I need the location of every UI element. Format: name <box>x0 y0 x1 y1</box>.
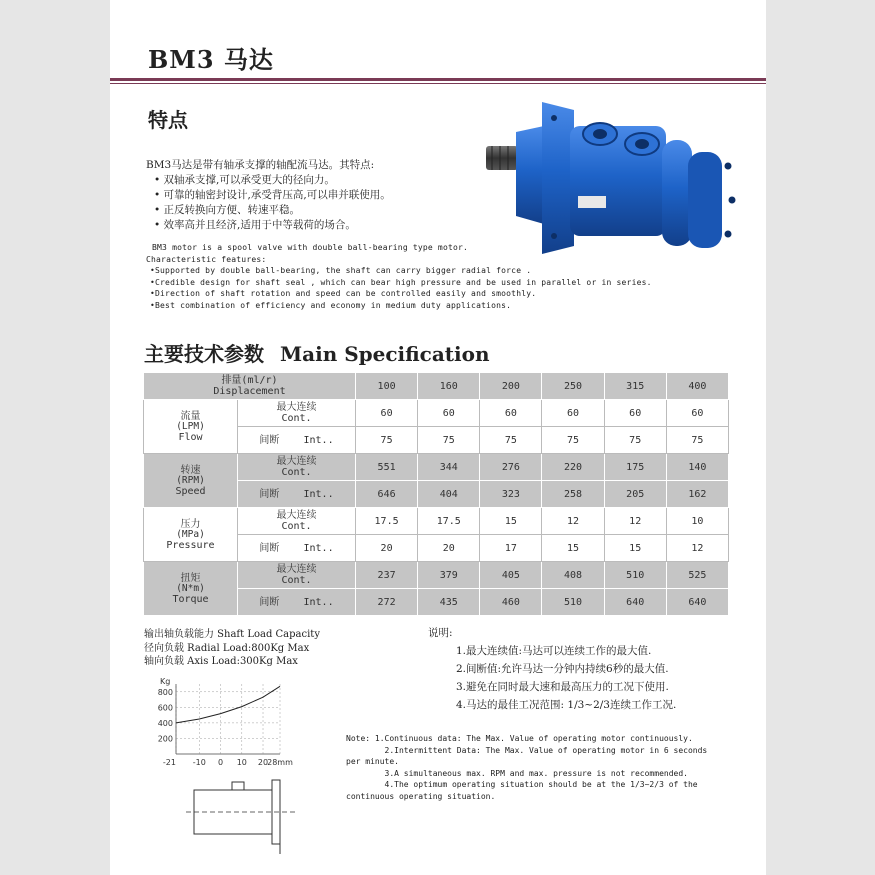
notes-en-line: 3.A simultaneous max. RPM and max. pressure is not recommended. <box>346 768 688 778</box>
group-label-en: Flow <box>178 431 203 443</box>
title-rule-thick <box>110 78 766 81</box>
shaft-load-title: 输出轴负载能力 Shaft Load Capacity <box>144 629 320 640</box>
table-cell: 20 <box>418 535 480 562</box>
table-cell: 75 <box>418 427 480 454</box>
features-heading: 特点 <box>148 108 188 132</box>
table-cell: 75 <box>604 427 666 454</box>
cont-label <box>238 508 356 535</box>
int-label-en: Int.. <box>303 434 334 446</box>
group-label-unit: (RPM) <box>176 474 205 486</box>
int-label-cn: 间断 <box>259 542 280 554</box>
chart-grid <box>176 684 280 754</box>
notes-en-line: Note: 1.Continuous data: The Max. Value of operating motor continuously. <box>346 734 693 743</box>
table-cell: 160 <box>418 373 480 400</box>
shaft-load-info <box>144 628 320 669</box>
notes-cn-item: 2.间断值:允许马达一分钟内持续6秒的最大值. <box>456 663 669 675</box>
table-cell: 10 <box>666 508 728 535</box>
table-row <box>144 400 729 427</box>
table-cell: 140 <box>666 454 728 481</box>
table-cell: 12 <box>542 508 604 535</box>
int-label-cn: 间断 <box>259 488 280 500</box>
notes-en-line: 2.Intermittent Data: The Max. Value of operating motor in 6 seconds <box>346 745 708 755</box>
cont-label-en: Cont. <box>281 521 312 532</box>
chart-x-tick-label: 0 <box>218 758 224 767</box>
table-cell: 60 <box>542 400 604 427</box>
table-cell: 408 <box>542 562 604 589</box>
cont-label-en: Cont. <box>281 575 312 586</box>
int-label-en: Int.. <box>303 488 334 500</box>
chart-ylabel: Kg <box>160 677 171 686</box>
table-cell: 510 <box>604 562 666 589</box>
notes-cn-title: 说明: <box>428 627 453 639</box>
table-cell: 272 <box>356 589 418 616</box>
table-cell: 17.5 <box>356 508 418 535</box>
table-cell: 12 <box>666 535 728 562</box>
cont-label-cn: 最大连续 <box>276 402 317 413</box>
chart-x-tick-label: -10 <box>192 758 206 767</box>
table-row <box>144 508 729 535</box>
table-cell: 551 <box>356 454 418 481</box>
table-cell: 75 <box>542 427 604 454</box>
table-cell: 237 <box>356 562 418 589</box>
int-label <box>238 427 356 454</box>
table-cell: 323 <box>480 481 542 508</box>
table-cell: 276 <box>480 454 542 481</box>
features-cn <box>146 158 391 233</box>
int-label-en: Int.. <box>303 542 334 554</box>
notes-cn-item: 1.最大连续值:马达可以连续工作的最大值. <box>456 645 652 657</box>
table-cell: 15 <box>542 535 604 562</box>
features-en-item: •Direction of shaft rotation and speed can be controlled easily and smoothly. <box>150 289 537 298</box>
chart-x-tick-label: 20 <box>257 758 269 767</box>
cont-label-cn: 最大连续 <box>276 510 317 521</box>
spec-table <box>143 372 729 616</box>
table-cell: 12 <box>604 508 666 535</box>
shaft-drawing <box>186 776 306 856</box>
table-cell: 17.5 <box>418 508 480 535</box>
group-label-flow <box>144 400 238 454</box>
table-cell: 205 <box>604 481 666 508</box>
table-cell: 640 <box>604 589 666 616</box>
int-label-cn: 间断 <box>259 596 280 608</box>
table-cell: 60 <box>480 400 542 427</box>
table-cell: 344 <box>418 454 480 481</box>
table-cell: 17 <box>480 535 542 562</box>
table-cell: 15 <box>604 535 666 562</box>
page-title: BM3 马达 <box>148 45 274 74</box>
chart-x-tick-label: -21 <box>162 758 176 767</box>
displacement-label <box>144 373 356 400</box>
int-label-cn: 间断 <box>259 434 280 446</box>
features-en-intro: BM3 motor is a spool valve with double ball-bearing type motor. <box>152 243 469 252</box>
cont-label <box>238 562 356 589</box>
table-cell: 405 <box>480 562 542 589</box>
features-en-item: •Best combination of efficiency and economy in medium duty applications. <box>150 300 512 310</box>
table-row <box>144 373 729 400</box>
group-label-cn: 压力 <box>180 518 201 530</box>
displacement-label-en: Displacement <box>213 386 286 397</box>
cont-label <box>238 400 356 427</box>
table-cell: 510 <box>542 589 604 616</box>
cont-label-cn: 最大连续 <box>276 456 317 467</box>
table-cell: 60 <box>418 400 480 427</box>
cont-label-en: Cont. <box>281 413 312 424</box>
table-cell: 200 <box>480 373 542 400</box>
chart-x-tick-label: 28mm <box>267 758 293 767</box>
chart-x-tick-label: 10 <box>236 758 247 767</box>
group-label-speed <box>144 454 238 508</box>
spec-heading-cn: 主要技术参数 <box>144 342 264 366</box>
radial-load: 径向负载 Radial Load:800Kg Max <box>144 642 310 654</box>
notes-en-line: 4.The optimum operating situation should be at the 1/3~2/3 of the <box>346 780 698 789</box>
table-cell: 525 <box>666 562 728 589</box>
int-label <box>238 589 356 616</box>
group-label-pressure <box>144 508 238 562</box>
features-cn-item: • 正反转换向方便、转速平稳。 <box>154 204 301 216</box>
chart-x-ticks <box>163 758 293 767</box>
group-label-unit: (MPa) <box>176 528 205 540</box>
chart-y-tick-label: 400 <box>157 718 173 728</box>
catalog-page <box>110 0 766 875</box>
notes-cn <box>428 624 676 714</box>
features-cn-item: • 效率高并且经济,适用于中等载荷的场合。 <box>154 219 356 231</box>
notes-cn-item: 4.马达的最佳工况范围: 1/3~2/3连续工作工况. <box>456 699 677 711</box>
features-en-heading: Characteristic features: <box>146 254 267 264</box>
group-label-en: Torque <box>172 593 209 605</box>
int-label <box>238 535 356 562</box>
table-row <box>144 454 729 481</box>
int-label-en: Int.. <box>303 596 334 608</box>
features-en-item: •Supported by double ball-bearing, the shaft can carry bigger radial force . <box>150 266 532 275</box>
group-label-unit: (N*m) <box>176 582 205 594</box>
table-cell: 460 <box>480 589 542 616</box>
table-cell: 60 <box>356 400 418 427</box>
table-cell: 75 <box>666 427 728 454</box>
table-cell: 220 <box>542 454 604 481</box>
table-cell: 20 <box>356 535 418 562</box>
table-row <box>144 562 729 589</box>
group-label-cn: 转速 <box>180 464 201 476</box>
load-chart <box>144 674 314 774</box>
notes-cn-item: 3.避免在同时最大速和最高压力的工况下使用. <box>456 681 669 693</box>
axis-load: 轴向负载 Axis Load:300Kg Max <box>144 656 298 667</box>
notes-en-line: continuous operating situation. <box>346 791 496 801</box>
cont-label-en: Cont. <box>281 467 312 478</box>
features-cn-item: • 可靠的轴密封设计,承受背压高,可以串并联使用。 <box>154 189 391 201</box>
chart-y-tick-label: 600 <box>157 703 173 713</box>
chart-y-tick-label: 800 <box>157 687 173 697</box>
table-cell: 75 <box>480 427 542 454</box>
chart-y-ticks <box>158 688 173 744</box>
table-cell: 175 <box>604 454 666 481</box>
group-label-torque <box>144 562 238 616</box>
table-cell: 60 <box>604 400 666 427</box>
table-cell: 315 <box>604 373 666 400</box>
table-cell: 435 <box>418 589 480 616</box>
features-en-item: •Credible design for shaft seal , which can bear high pressure and be used in parallel or in series. <box>150 277 652 287</box>
group-label-en: Speed <box>175 485 206 497</box>
table-cell: 400 <box>666 373 728 400</box>
spec-heading-en: Main Specification <box>280 342 490 366</box>
table-cell: 646 <box>356 481 418 508</box>
table-cell: 100 <box>356 373 418 400</box>
cont-label <box>238 454 356 481</box>
cont-label-cn: 最大连续 <box>276 564 317 575</box>
spec-heading <box>144 338 490 367</box>
table-cell: 15 <box>480 508 542 535</box>
table-cell: 640 <box>666 589 728 616</box>
displacement-label-cn: 排量(ml/r) <box>221 375 278 386</box>
chart-y-tick-label: 200 <box>157 734 173 744</box>
title-rule-thin <box>110 83 766 84</box>
table-cell: 75 <box>356 427 418 454</box>
table-cell: 250 <box>542 373 604 400</box>
table-cell: 258 <box>542 481 604 508</box>
group-label-en: Pressure <box>166 539 215 551</box>
table-cell: 404 <box>418 481 480 508</box>
table-cell: 162 <box>666 481 728 508</box>
group-label-cn: 流量 <box>180 410 201 422</box>
features-cn-intro: BM3马达是带有轴承支撑的轴配流马达。其特点: <box>146 159 375 171</box>
table-cell: 60 <box>666 400 728 427</box>
group-label-cn: 扭矩 <box>180 572 201 584</box>
features-en <box>146 242 652 311</box>
group-label-unit: (LPM) <box>176 420 205 432</box>
features-cn-item: • 双轴承支撑,可以承受更大的径向力。 <box>154 174 335 186</box>
notes-en <box>346 733 707 802</box>
table-cell: 379 <box>418 562 480 589</box>
int-label <box>238 481 356 508</box>
notes-en-line: per minute. <box>346 757 399 766</box>
